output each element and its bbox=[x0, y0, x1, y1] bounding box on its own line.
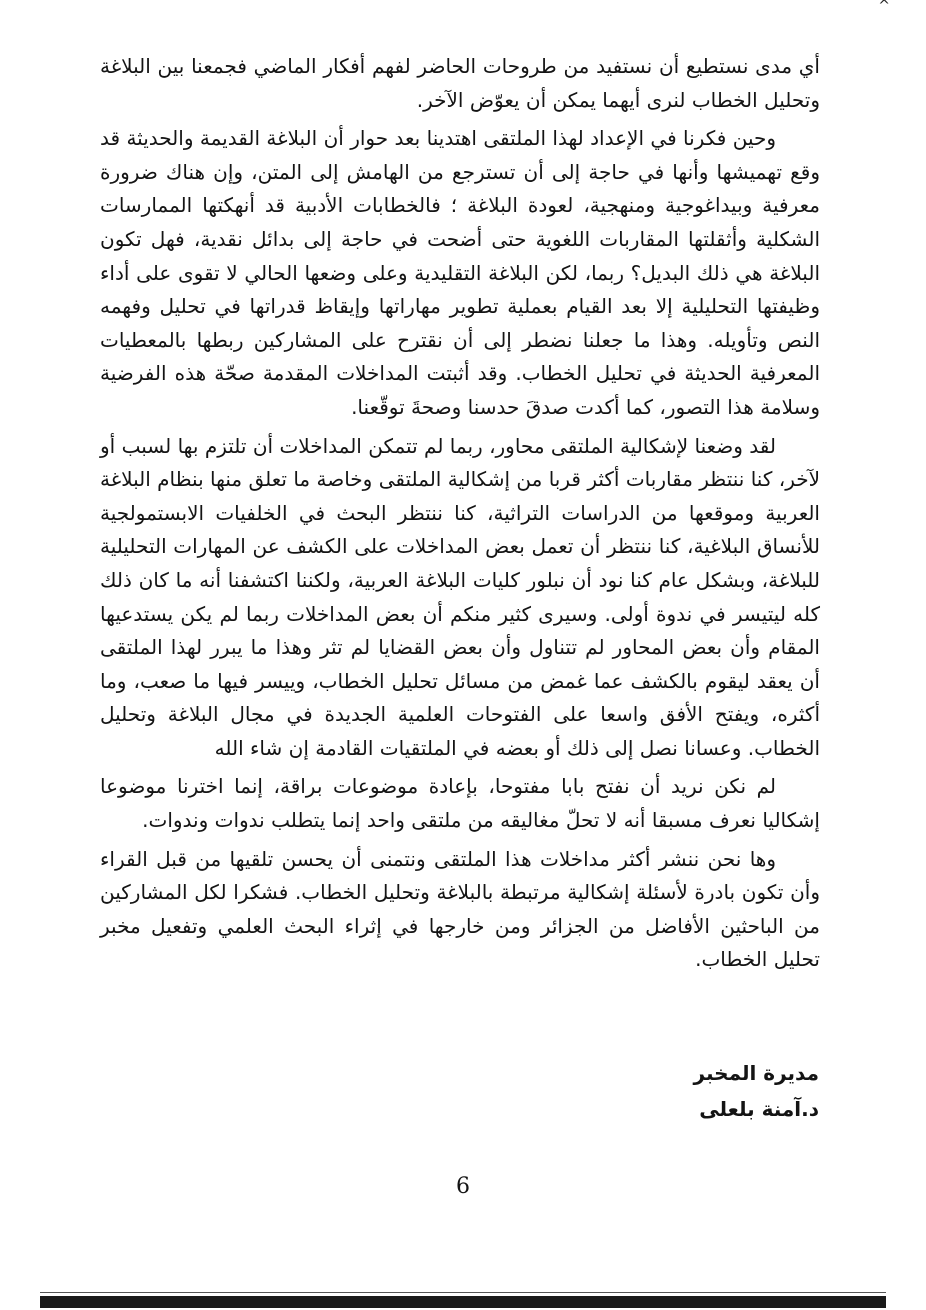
signature-name: د.آمنة بلعلى bbox=[699, 1097, 819, 1121]
paragraph-intro: أي مدى نستطيع أن نستفيد من طروحات الحاضر لفهم أفكار الماضي فجمعنا بين البلاغة وتحليل الخطاب لنرى أيهما يمكن أن يعوّض الآخر. bbox=[100, 54, 820, 112]
corner-mark: ^ bbox=[878, 0, 890, 14]
paragraph-thanks: وها نحن ننشر أكثر مداخلات هذا الملتقى ونتمنى أن يحسن تلقيها من قبل القراء وأن تكون بادرة لأسئلة إشكالية مرتبطة بالبلاغة وتحليل الخطاب. فشكرا لكل المشاركين من الباحثين الأفاضل من الجزائر ومن خارجها في إثراء البحث العلمي وتفعيل مخبر تحليل الخطاب. bbox=[100, 846, 820, 972]
bottom-border bbox=[40, 1296, 886, 1308]
paragraph-preparation: وحين فكرنا في الإعداد لهذا الملتقى اهتدينا بعد حوار أن البلاغة القديمة والحديثة قد وقع تهميشها وأنها في حاجة إلى أن تسترجع من الهامش إلى المتن، وإن هناك ضرورة معرفية وبيداغوجية ومنهجية، لعودة البلاغة ؛ فالخطابات الأدبية قد أنهكتها الممارسات الشكلية وأثقلتها المقاربات اللغوية حتى أضحت في حاجة إلى بدائل نقدية، فهل تكون البلاغة هي ذلك البديل؟ ربما، لكن البلاغة التقليدية وعلى وضعها الحالي لا تقوى على أداء وظيفتها التحليلية إلا بعد القيام بعملية تطوير مهاراتها وإيقاظ قدراتها في تحليل وفهمه النص وتأويله. وهذا ما جعلنا نضطر إلى أن نقترح على المشاركين ربطها بالمعطيات المعرفية الحديثة في تحليل الخطاب. وقد أثبتت المداخلات المقدمة صحّة هذه الفرضية وسلامة هذا التصور، كما أكدت صدقَ حدسنا وصحةَ توقّعنا. bbox=[100, 126, 820, 419]
body-text bbox=[100, 50, 820, 982]
paragraph-axes: لقد وضعنا لإشكالية الملتقى محاور، ربما لم تتمكن المداخلات أن تلتزم بها لسبب أو لآخر، كنا ننتظر مقاربات أكثر قربا من إشكالية الملتقى وخاصة ما تعلق منها بنظام البلاغة العربية وموقعها من الدراسات التراثية، كنا ننتظر البحث في الخلفيات الابستمولجية للأنساق البلاغية، كنا ننتظر أن تعمل بعض المداخلات على الكشف عن المهارات التحليلية للبلاغة، وبشكل عام كنا نود أن نبلور كليات البلاغة العربية، ولكننا اكتشفنا أنه ما كان ذلك كله ليتيسر في ندوة أولى. وسيرى كثير منكم أن بعض المداخلات ربما لم يكن يستدعيها المقام وأن بعض المحاور لم تتناول وأن بعض القضايا لم تثر وهذا ما يبرر لهذا الملتقى أن يعقد ليقوم بالكشف عما غمض من مسائل تحليل الخطاب، وييسر فيها ما صعب، وما أكثره، ويفتح الأفق واسعا على الفتوحات العلمية الجديدة في مجال البلاغة وتحليل الخطاب. وعسانا نصل إلى ذلك أو بعضه في الملتقيات القادمة إن شاء الله bbox=[100, 433, 820, 760]
paragraph-open-door: لم نكن نريد أن نفتح بابا مفتوحا، بإعادة موضوعات براقة، إنما اخترنا موضوعا إشكاليا نعرف مسبقا أنه لا تحلّ مغاليقه من ملتقى واحد إنما يتطلب ندوات وندوات. bbox=[100, 774, 820, 833]
page-number: 6 bbox=[456, 1174, 470, 1199]
signature-title: مديرة المخبر bbox=[693, 1061, 819, 1085]
signature-block bbox=[694, 1055, 819, 1127]
bottom-border-thin bbox=[40, 1292, 886, 1293]
